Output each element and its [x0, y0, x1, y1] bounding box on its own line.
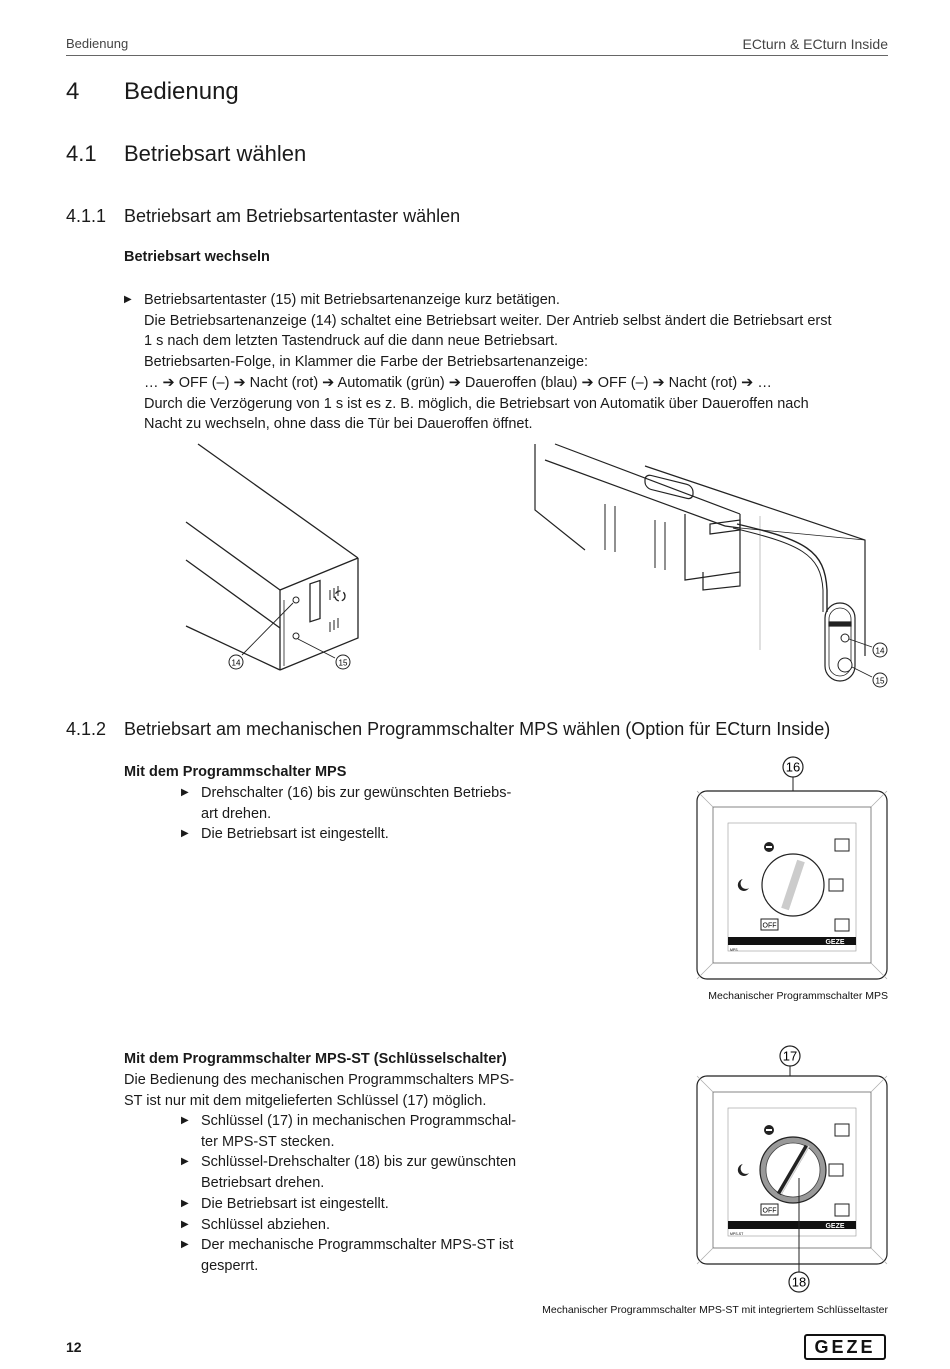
mps-bullet-line: art drehen.: [201, 805, 272, 822]
callout-14-label: 14: [875, 646, 885, 656]
section-4-number: 4: [66, 78, 80, 105]
mpsst-bullet: [181, 1194, 541, 1215]
section-4-1-title: Betriebsart wählen: [124, 141, 307, 166]
mps-heading: Mit dem Programmschalter MPS: [124, 764, 347, 780]
mps-caption: Mechanischer Programmschalter MPS: [708, 990, 888, 1002]
mpsst-bullet-line: Betriebsart drehen.: [201, 1175, 325, 1192]
header-section: Bedienung: [66, 36, 129, 51]
wechseln-lines: [124, 311, 904, 435]
mpsst-bullet-line: ▶ Der mechanische Programmschalter MPS-ST ist: [201, 1237, 514, 1254]
wechseln-line: Betriebsarten-Folge, in Klammer die Farbe der Betriebsartenanzeige:: [144, 354, 589, 371]
mpsst-bullet: [181, 1235, 541, 1276]
mpsst-caption: Mechanischer Programmschalter MPS-ST mit integriertem Schlüsseltaster: [542, 1304, 888, 1316]
mpsst-model-label: MPS-ST: [730, 1232, 744, 1236]
mps-bullets: [181, 783, 541, 845]
mpsst-bullet-line: ▶ Schlüssel abziehen.: [201, 1216, 330, 1233]
mpsst-bullet-line: ▶ Die Betriebsart ist eingestellt.: [201, 1195, 389, 1212]
callout-15-label: 15: [875, 676, 885, 686]
mpsst-bullets: [181, 1111, 541, 1277]
mps-bullet: [181, 824, 541, 845]
callout-15-label: 15: [338, 658, 348, 668]
mpsst-bullet-line: ▶ Schlüssel-Drehschalter (18) bis zur gewünschten: [201, 1154, 517, 1171]
mpsst-heading: Mit dem Programmschalter MPS-ST (Schlüsselschalter): [124, 1051, 507, 1067]
section-4-1-number: 4.1: [66, 141, 97, 166]
section-4-1-1-number: 4.1.1: [66, 206, 107, 226]
wechseln-bullet: ▶ Betriebsartentaster (15) mit Betriebsartenanzeige kurz betätigen.: [124, 290, 904, 311]
mpsst-off-label: OFF: [762, 1207, 777, 1215]
mpsst-intro-line: ST ist nur mit dem mitgelieferten Schlüssel (17) möglich.: [124, 1092, 487, 1109]
wechseln-block: [124, 290, 904, 435]
mps-model-label: MPS: [730, 948, 738, 952]
mpsst-intro: [124, 1070, 544, 1111]
wechseln-line: Nacht zu wechseln, ohne dass die Tür bei Daueroffen öffnet.: [144, 416, 533, 433]
section-4-1-2-title: Betriebsart am mechanischen Programmschalter MPS wählen (Option für ECturn Inside): [124, 719, 831, 739]
mps-st-switch-illustration: [695, 1044, 890, 1296]
mpsst-intro-line: Die Bedienung des mechanischen Programmschalters MPS-: [124, 1072, 515, 1088]
mps-off-label: OFF: [762, 922, 777, 930]
mpsst-brand-label: GEZE: [825, 1223, 845, 1230]
mps-bullet-line: ▶ Die Betriebsart ist eingestellt.: [201, 826, 389, 843]
mps-bullet-line: ▶ Drehschalter (16) bis zur gewünschten Betriebs-: [201, 785, 512, 801]
mpsst-bullet: [181, 1215, 541, 1236]
page-number: 12: [66, 1339, 82, 1355]
mpsst-bullet: [181, 1111, 541, 1152]
mpsst-bullet-line: ter MPS-ST stecken.: [201, 1133, 335, 1150]
drive-with-button-illustration: [525, 440, 895, 700]
geze-logo-text: GEZE: [814, 1336, 876, 1357]
geze-logo: [804, 1334, 886, 1360]
wechseln-line: Durch die Verzögerung von 1 s ist es z. B. möglich, die Betriebsart von Automatik über Daueroffen nach: [144, 395, 809, 412]
section-4-title: Bedienung: [124, 78, 239, 105]
section-4-1-1-title: Betriebsart am Betriebsartentaster wählen: [124, 206, 461, 226]
header-rule: [66, 55, 888, 56]
mps-switch-illustration: [695, 755, 890, 985]
wechseln-line: Die Betriebsartenanzeige (14) schaltet eine Betriebsart weiter. Der Antrieb selbst ändert die Betriebsart erst: [144, 312, 832, 329]
mpsst-bullet: [181, 1152, 541, 1193]
callout-17-label: 17: [782, 1048, 798, 1064]
wechseln-heading: Betriebsart wechseln: [124, 249, 270, 265]
callout-14-label: 14: [231, 658, 241, 668]
header-product: ECturn & ECturn Inside: [742, 36, 888, 52]
section-4-1-2-number: 4.1.2: [66, 719, 107, 739]
wechseln-line: 1 s nach dem letzten Tastendruck auf die dann neue Betriebsart.: [144, 333, 559, 350]
mpsst-bullet-line: gesperrt.: [201, 1257, 259, 1274]
mpsst-bullet-line: ▶ Schlüssel (17) in mechanischen Programmschal-: [201, 1113, 517, 1129]
mps-bullet: [181, 783, 541, 824]
callout-16-label: 16: [785, 759, 801, 775]
wechseln-line: … ➔ OFF (–) ➔ Nacht (rot) ➔ Automatik (grün) ➔ Daueroffen (blau) ➔ OFF (–) ➔ Nacht (rot) ➔ …: [144, 374, 772, 391]
mps-brand-label: GEZE: [825, 939, 845, 946]
drive-end-illustration: [180, 440, 380, 680]
callout-18-label: 18: [791, 1274, 807, 1290]
